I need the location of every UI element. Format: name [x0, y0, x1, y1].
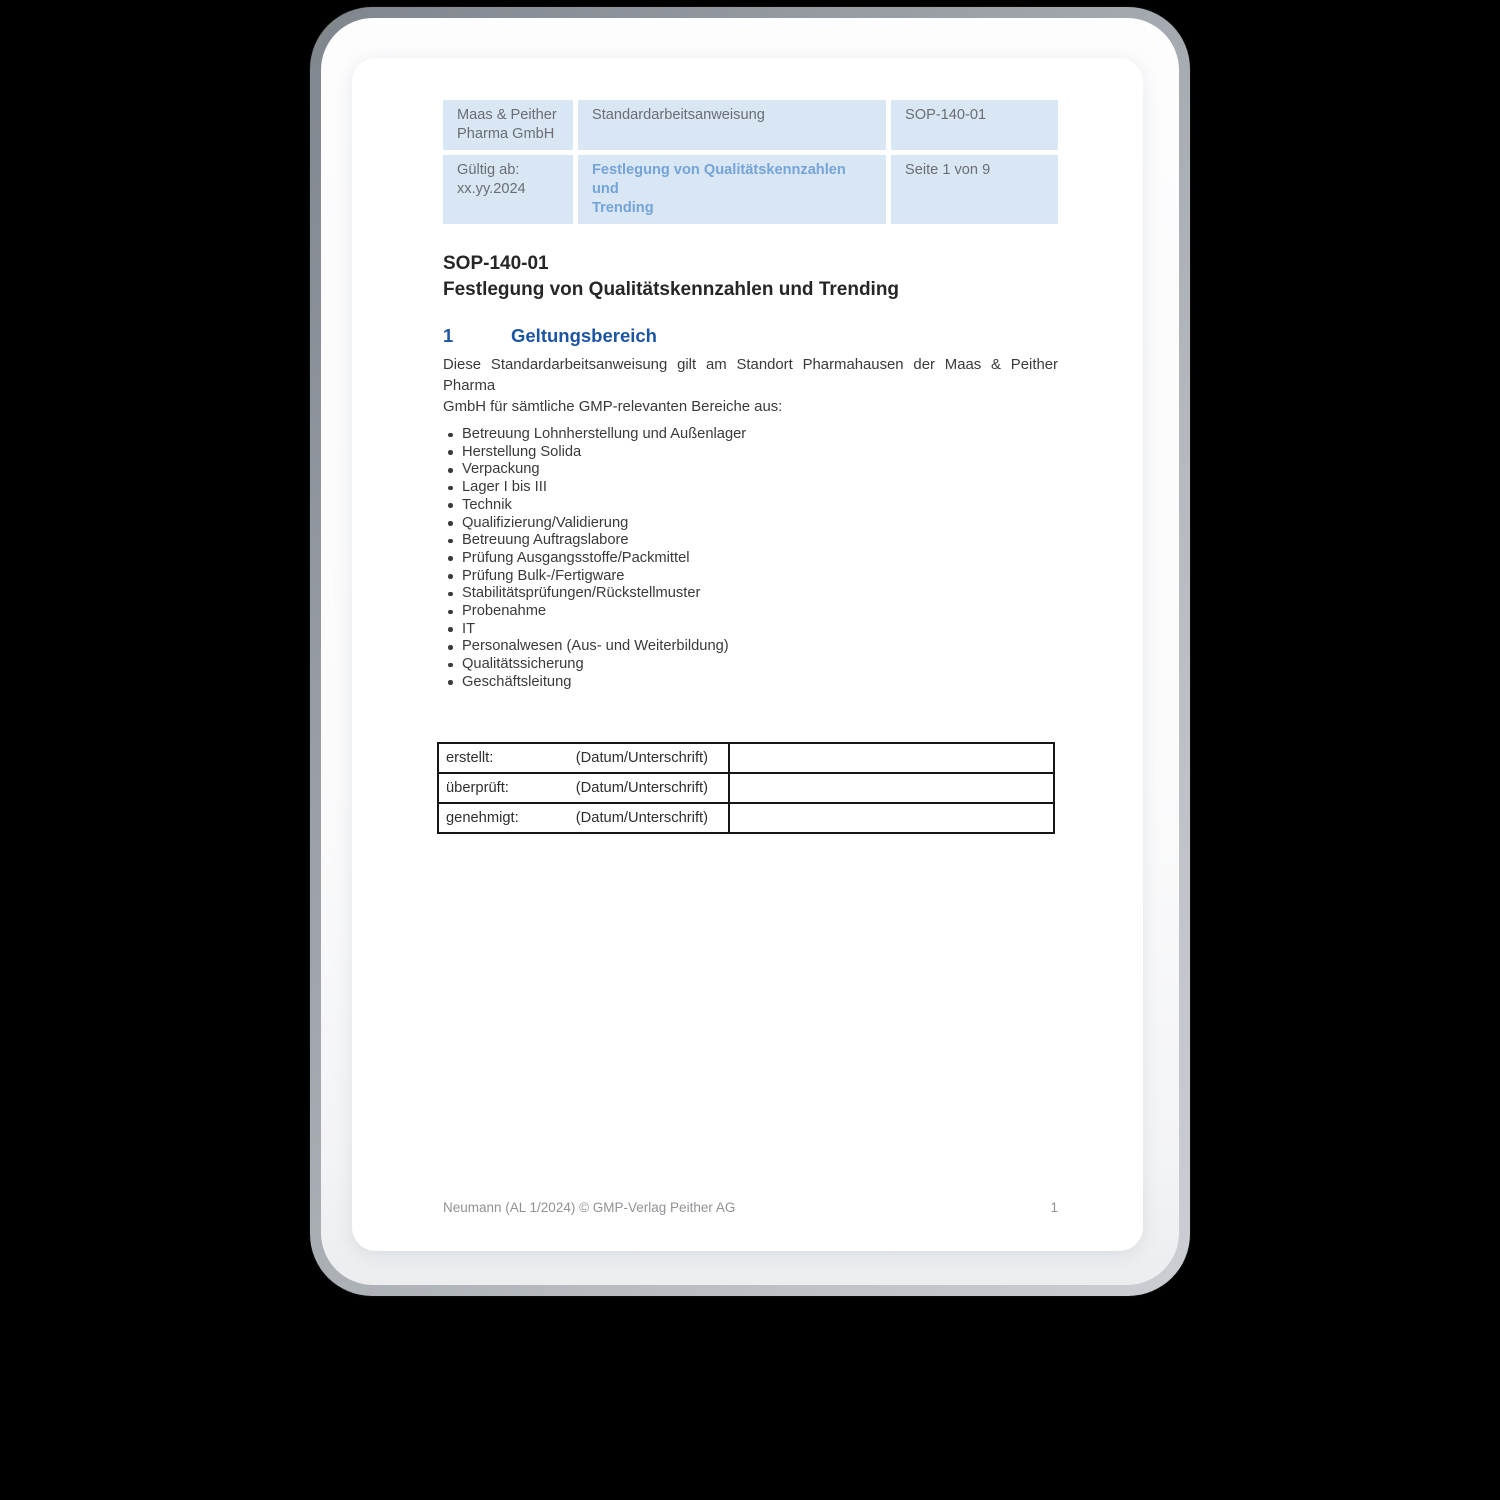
document-page — [352, 58, 1143, 1251]
tablet-screen — [321, 18, 1179, 1285]
document-content — [352, 58, 1143, 1251]
table-row — [438, 803, 1054, 833]
company-name-line2: Pharma GmbH — [457, 126, 555, 142]
page-info-label: Seite 1 von 9 — [905, 162, 991, 178]
document-footer — [443, 1200, 1058, 1215]
list-item: Qualitätssicherung — [443, 656, 1058, 674]
list-item: Personalwesen (Aus- und Weiterbildung) — [443, 638, 1058, 656]
signature-cell-ueberprueft — [438, 773, 729, 803]
footer-credit: Neumann (AL 1/2024) © GMP-Verlag Peither AG — [443, 1200, 736, 1215]
valid-from-value: xx.yy.2024 — [457, 181, 526, 197]
doc-type-label: Standardarbeitsanweisung — [592, 107, 765, 123]
section-number: 1 — [443, 325, 454, 346]
header-cell-page-info — [891, 155, 1058, 224]
header-cell-doc-title — [578, 155, 886, 224]
list-item: Prüfung Ausgangsstoffe/Packmittel — [443, 550, 1058, 568]
valid-from-label: Gültig ab: — [457, 162, 520, 178]
section-heading — [443, 324, 1058, 347]
list-item: Betreuung Lohnherstellung und Außenlager — [443, 426, 1058, 444]
document-title — [443, 251, 1058, 303]
intro-line1: Diese Standardarbeitsanweisung gilt am Standort Pharmahausen der Maas & Peither Pharma — [443, 357, 1058, 394]
list-item: Herstellung Solida — [443, 444, 1058, 462]
signature-label: überprüft: — [446, 779, 509, 796]
document-header-table — [443, 100, 1058, 224]
section-title: Geltungsbereich — [511, 325, 657, 346]
list-item: Qualifizierung/Validierung — [443, 515, 1058, 533]
header-cell-valid-from — [443, 155, 573, 224]
list-item: Prüfung Bulk-/Fertigware — [443, 568, 1058, 586]
document-title-line1: SOP-140-01 — [443, 253, 549, 274]
list-item: Geschäftsleitung — [443, 674, 1058, 692]
signature-label: erstellt: — [446, 749, 494, 766]
signature-label: genehmigt: — [446, 809, 519, 826]
scope-list — [443, 426, 1058, 692]
signature-cell-erstellt — [438, 743, 729, 773]
signature-field-empty — [729, 803, 1054, 833]
doc-number-label: SOP-140-01 — [905, 107, 987, 123]
header-cell-company — [443, 100, 573, 150]
document-title-line2: Festlegung von Qualitätskennzahlen und Trending — [443, 279, 900, 300]
footer-page-number: 1 — [1050, 1200, 1058, 1215]
signature-hint: (Datum/Unterschrift) — [575, 779, 708, 796]
table-row — [438, 773, 1054, 803]
intro-paragraph — [443, 355, 1058, 418]
list-item: Stabilitätsprüfungen/Rückstellmuster — [443, 585, 1058, 603]
header-doc-title-line2: Trending — [592, 200, 654, 216]
signature-hint: (Datum/Unterschrift) — [575, 809, 708, 826]
list-item: IT — [443, 621, 1058, 639]
header-cell-doc-number — [891, 100, 1058, 150]
company-name-line1: Maas & Peither — [457, 107, 557, 123]
signature-field-empty — [729, 773, 1054, 803]
signature-cell-genehmigt — [438, 803, 729, 833]
list-item: Betreuung Auftragslabore — [443, 532, 1058, 550]
signature-table — [437, 742, 1055, 834]
table-row — [438, 743, 1054, 773]
header-cell-doc-type — [578, 100, 886, 150]
intro-line2: GmbH für sämtliche GMP-relevanten Bereiche aus: — [443, 399, 783, 415]
list-item: Verpackung — [443, 461, 1058, 479]
list-item: Technik — [443, 497, 1058, 515]
list-item: Probenahme — [443, 603, 1058, 621]
signature-field-empty — [729, 743, 1054, 773]
header-doc-title-line1: Festlegung von Qualitätskennzahlen und — [592, 162, 846, 197]
signature-hint: (Datum/Unterschrift) — [575, 749, 708, 766]
list-item: Lager I bis III — [443, 479, 1058, 497]
tablet-device-frame — [310, 7, 1190, 1296]
